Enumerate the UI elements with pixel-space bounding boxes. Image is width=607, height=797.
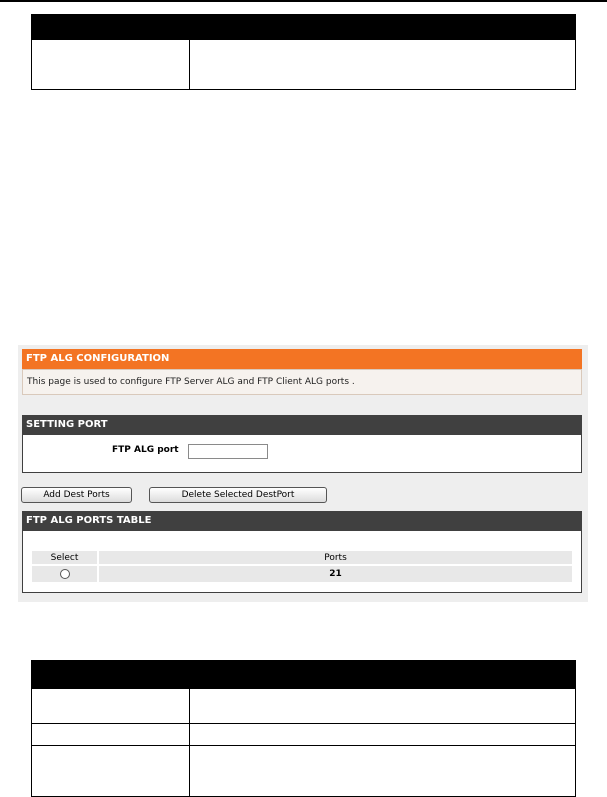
ports-column-header: Ports <box>99 551 572 564</box>
add-dest-ports-button[interactable]: Add Dest Ports <box>21 487 132 503</box>
setting-port-header: SETTING PORT <box>22 415 582 435</box>
delete-selected-destport-button[interactable]: Delete Selected DestPort <box>149 487 327 503</box>
select-cell <box>32 566 97 582</box>
ftp-alg-port-input[interactable] <box>188 444 268 459</box>
doc-table-cell <box>190 689 576 724</box>
router-config-panel <box>18 345 588 602</box>
doc-table-cell <box>32 40 190 90</box>
page-title: FTP ALG CONFIGURATION <box>22 349 582 369</box>
doc-table-header <box>32 15 576 40</box>
page-description: This page is used to configure FTP Server ALG and FTP Client ALG ports . <box>22 369 582 395</box>
doc-table-row <box>32 689 576 724</box>
doc-table-header-cell <box>32 661 190 689</box>
page-top-rule <box>0 0 607 2</box>
ports-table-header-row <box>32 551 572 564</box>
ftp-alg-ports-table-header: FTP ALG PORTS TABLE <box>22 511 582 531</box>
doc-table-header-cell <box>190 661 576 689</box>
table-row <box>32 566 572 582</box>
doc-table-header-cell <box>32 15 190 40</box>
doc-table-cell <box>32 724 190 746</box>
doc-table-row <box>32 40 576 90</box>
doc-table-cell <box>32 689 190 724</box>
setting-port-panel <box>22 435 582 473</box>
doc-table-row <box>32 746 576 797</box>
ftp-alg-ports-panel <box>22 531 582 593</box>
doc-table-cell <box>32 746 190 797</box>
doc-table-row <box>32 724 576 746</box>
port-value-cell: 21 <box>99 566 572 582</box>
doc-table-header <box>32 661 576 689</box>
doc-table-top <box>31 14 576 90</box>
doc-table-cell <box>190 724 576 746</box>
ftp-alg-ports-table <box>30 549 574 584</box>
select-column-header: Select <box>32 551 97 564</box>
doc-table-header-cell <box>190 15 576 40</box>
port-select-radio[interactable] <box>60 569 70 579</box>
doc-table-cell <box>190 40 576 90</box>
doc-table-cell <box>190 746 576 797</box>
ftp-alg-port-label: FTP ALG port <box>112 445 179 455</box>
doc-table-bottom <box>31 660 576 797</box>
